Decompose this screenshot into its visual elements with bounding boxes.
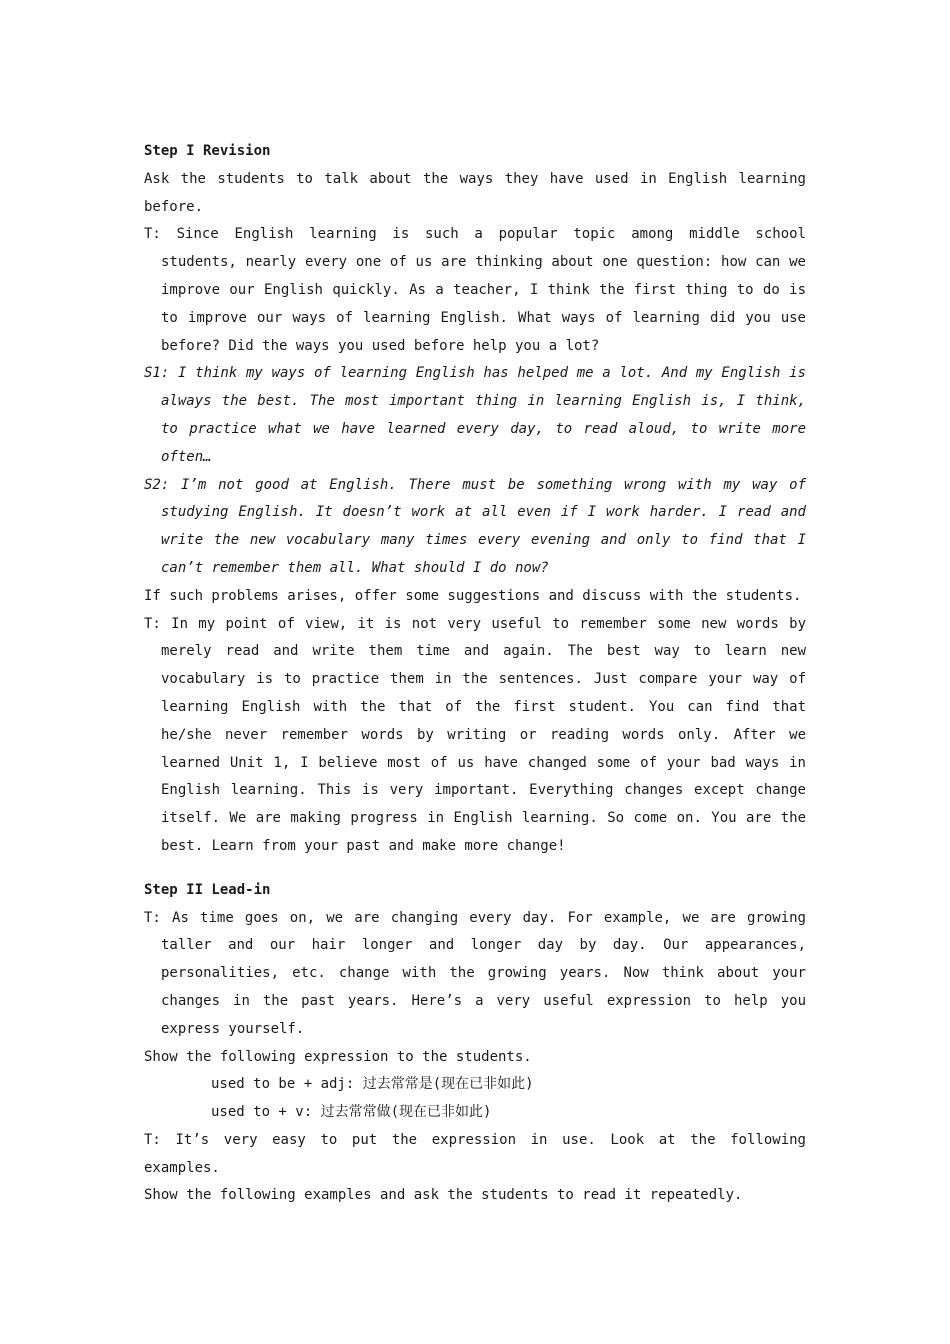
step1-intro: Ask the students to talk about the ways they have used in English learning before. [144,170,806,215]
step2-heading: Step II Lead-in [144,881,271,898]
teacher-dialogue-4: T: It’s very easy to put the expression in use. Look at the following examples. [144,1131,806,1176]
document-page [144,138,806,1210]
step1-heading: Step I Revision [144,143,271,159]
show-expression-instruction: Show the following expression to the students. [144,1048,532,1065]
step1-note: If such problems arises, offer some suggestions and discuss with the students. [144,587,802,604]
expression-1: used to be + adj: 过去常常是(现在已非如此) [211,1076,534,1093]
teacher-dialogue-2: T: In my point of view, it is not very useful to remember some new words by merely read and write them time and again. The best way to learn new vocabulary is to practice them in the sentences. Just compare your way of learning English with the that of the first student. You can find that he/she never remember words by writing or reading words only. After we learned Unit 1, I believe most of us have changed some of your bad ways in English learning. This is very important. Everything changes except change itself. We are making progress in English learning. So come on. You are the best. Learn from your past and make more change! [144,615,806,854]
teacher-dialogue-3: T: As time goes on, we are changing every day. For example, we are growing taller and our hair longer and longer day by day. Our appearances, personalities, etc. change with the growing years. Now think about your changes in the past years. Here’s a very useful expression to help you express yourself. [144,909,806,1037]
expression-2: used to + v: 过去常常做(现在已非如此) [211,1104,492,1121]
teacher-dialogue-1: T: Since English learning is such a popular topic among middle school students, nearly every one of us are thinking about one question: how can we improve our English quickly. As a teacher, I think the first thing to do is to improve our ways of learning English. What ways of learning did you use before? Did the ways you used before help you a lot? [144,226,806,354]
show-examples-instruction: Show the following examples and ask the students to read it repeatedly. [144,1187,743,1204]
student1-dialogue: S1: I think my ways of learning English has helped me a lot. And my English is always the best. The most important thing in learning English is, I think, to practice what we have learned every day, to read aloud, to write more often… [144,365,806,465]
student2-dialogue: S2: I’m not good at English. There must be something wrong with my way of studying English. It doesn’t work at all even if I work harder. I read and write the new vocabulary many times every evening and only to find that I can’t remember them all. What should I do now? [144,476,806,576]
